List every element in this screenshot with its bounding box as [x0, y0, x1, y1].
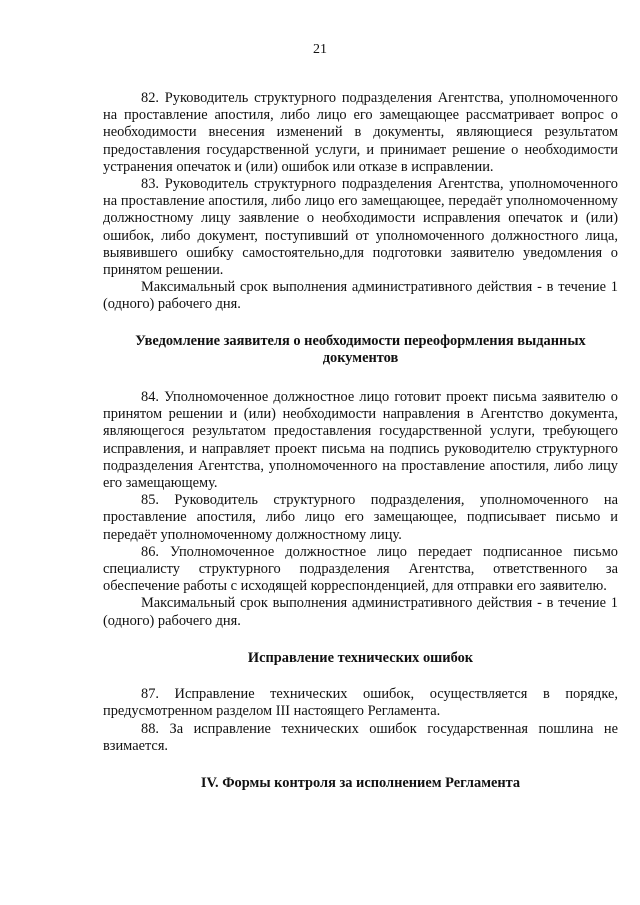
heading-section-iv: IV. Формы контроля за исполнением Регламента [200, 774, 521, 791]
paragraph-83: 83. Руководитель структурного подразделения Агентства, уполномоченного на проставление апостиля, либо лицо его замещающее, передаёт уполномоченному должностному лицу заявление о необходимости исправления опечаток и (или) ошибок, либо документ, поступивший от уполномоченного должностного лица, выявившего ошибку самостоятельно,для подготовки заявителю уведомления о принятом решении. [103, 176, 618, 279]
paragraph-deadline-2: Максимальный срок выполнения административного действия - в течение 1 (одного) рабочего дня. [103, 595, 618, 629]
paragraph-86: 86. Уполномоченное должностное лицо передает подписанное письмо специалисту структурного подразделения Агентства, ответственного за обеспечение работы с исходящей корреспонденцией, для отправки его заявителю. [103, 543, 618, 595]
page-content [103, 90, 618, 792]
paragraph-85: 85. Руководитель структурного подразделения, уполномоченного на проставление апостиля, либо лицо его замещающее, подписывает письмо и передаёт уполномоченному должностному лицу. [103, 492, 618, 543]
paragraph-82: 82. Руководитель структурного подразделения Агентства, уполномоченного на проставление апостиля, либо лицо его замещающее рассматривает вопрос о необходимости внесения изменений в документы, являющиеся результатом предоставления государственной услуги, и принимает решение о необходимости устранения опечаток и (или) ошибок или отказе в исправлении. [103, 90, 618, 175]
paragraph-87: 87. Исправление технических ошибок, осуществляется в порядке, предусмотренном разделом III настоящего Регламента. [103, 686, 618, 720]
page-number: 21 [313, 42, 327, 57]
heading-notify-applicant: Уведомление заявителя о необходимости переоформления выданных документов [135, 332, 586, 366]
paragraph-84: 84. Уполномоченное должностное лицо готовит проект письма заявителю о принятом решении и (или) необходимости направления в Агентство документа, являющегося результатом предоставления государственной услуги, требующего исправления, и направляет проект письма на подпись руководителю структурного подразделения Агентства, уполномоченного на проставление апостиля, либо лицу его замещающему. [103, 389, 618, 492]
heading-technical-errors: Исправление технических ошибок [247, 649, 474, 666]
paragraph-deadline-1: Максимальный срок выполнения административного действия - в течение 1 (одного) рабочего дня. [103, 279, 618, 313]
paragraph-88: 88. За исправление технических ошибок государственная пошлина не взимается. [103, 720, 618, 754]
